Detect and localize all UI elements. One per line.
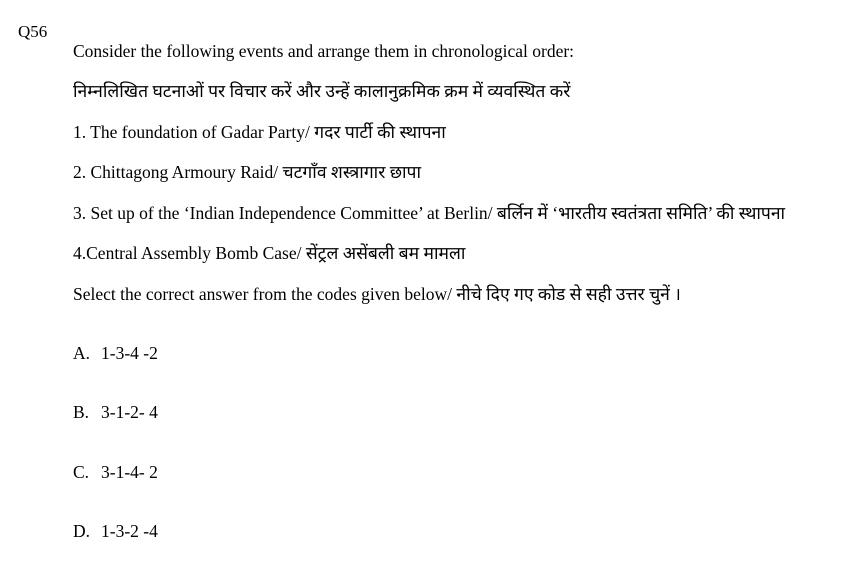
answer-instruction: Select the correct answer from the codes given below/ नीचे दिए गए कोड से सही उत्तर चुनें । xyxy=(73,284,681,304)
question-prompt-hindi: निम्नलिखित घटनाओं पर विचार करें और उन्हें कालानुक्रमिक क्रम में व्यवस्थित करें xyxy=(73,81,571,101)
option-c-letter: C. xyxy=(73,462,90,482)
option-c-text: 3-1-4- 2 xyxy=(101,462,158,482)
option-b-letter: B. xyxy=(73,402,90,422)
question-prompt-english: Consider the following events and arrange them in chronological order: xyxy=(73,41,575,61)
option-d[interactable] xyxy=(73,520,158,542)
event-item-2: 2. Chittagong Armoury Raid/ चटगाँव शस्त्रागार छापा xyxy=(73,162,422,182)
option-b-text: 3-1-2- 4 xyxy=(101,402,158,422)
option-c[interactable] xyxy=(73,461,158,483)
event-item-4: 4.Central Assembly Bomb Case/ सेंट्रल असेंबली बम मामला xyxy=(73,243,466,263)
option-a-text: 1-3-4 -2 xyxy=(101,343,158,363)
event-item-1: 1. The foundation of Gadar Party/ गदर पार्टी की स्थापना xyxy=(73,122,446,142)
question-number: Q56 xyxy=(18,22,48,41)
option-b[interactable] xyxy=(73,401,158,423)
option-a-letter: A. xyxy=(73,343,91,363)
option-d-letter: D. xyxy=(73,521,91,541)
event-item-3: 3. Set up of the ‘Indian Independence Committee’ at Berlin/ बर्लिन में ‘भारतीय स्वतंत्रता समिति’ की स्थापना xyxy=(73,203,786,223)
option-d-text: 1-3-2 -4 xyxy=(101,521,158,541)
option-a[interactable] xyxy=(73,342,158,364)
